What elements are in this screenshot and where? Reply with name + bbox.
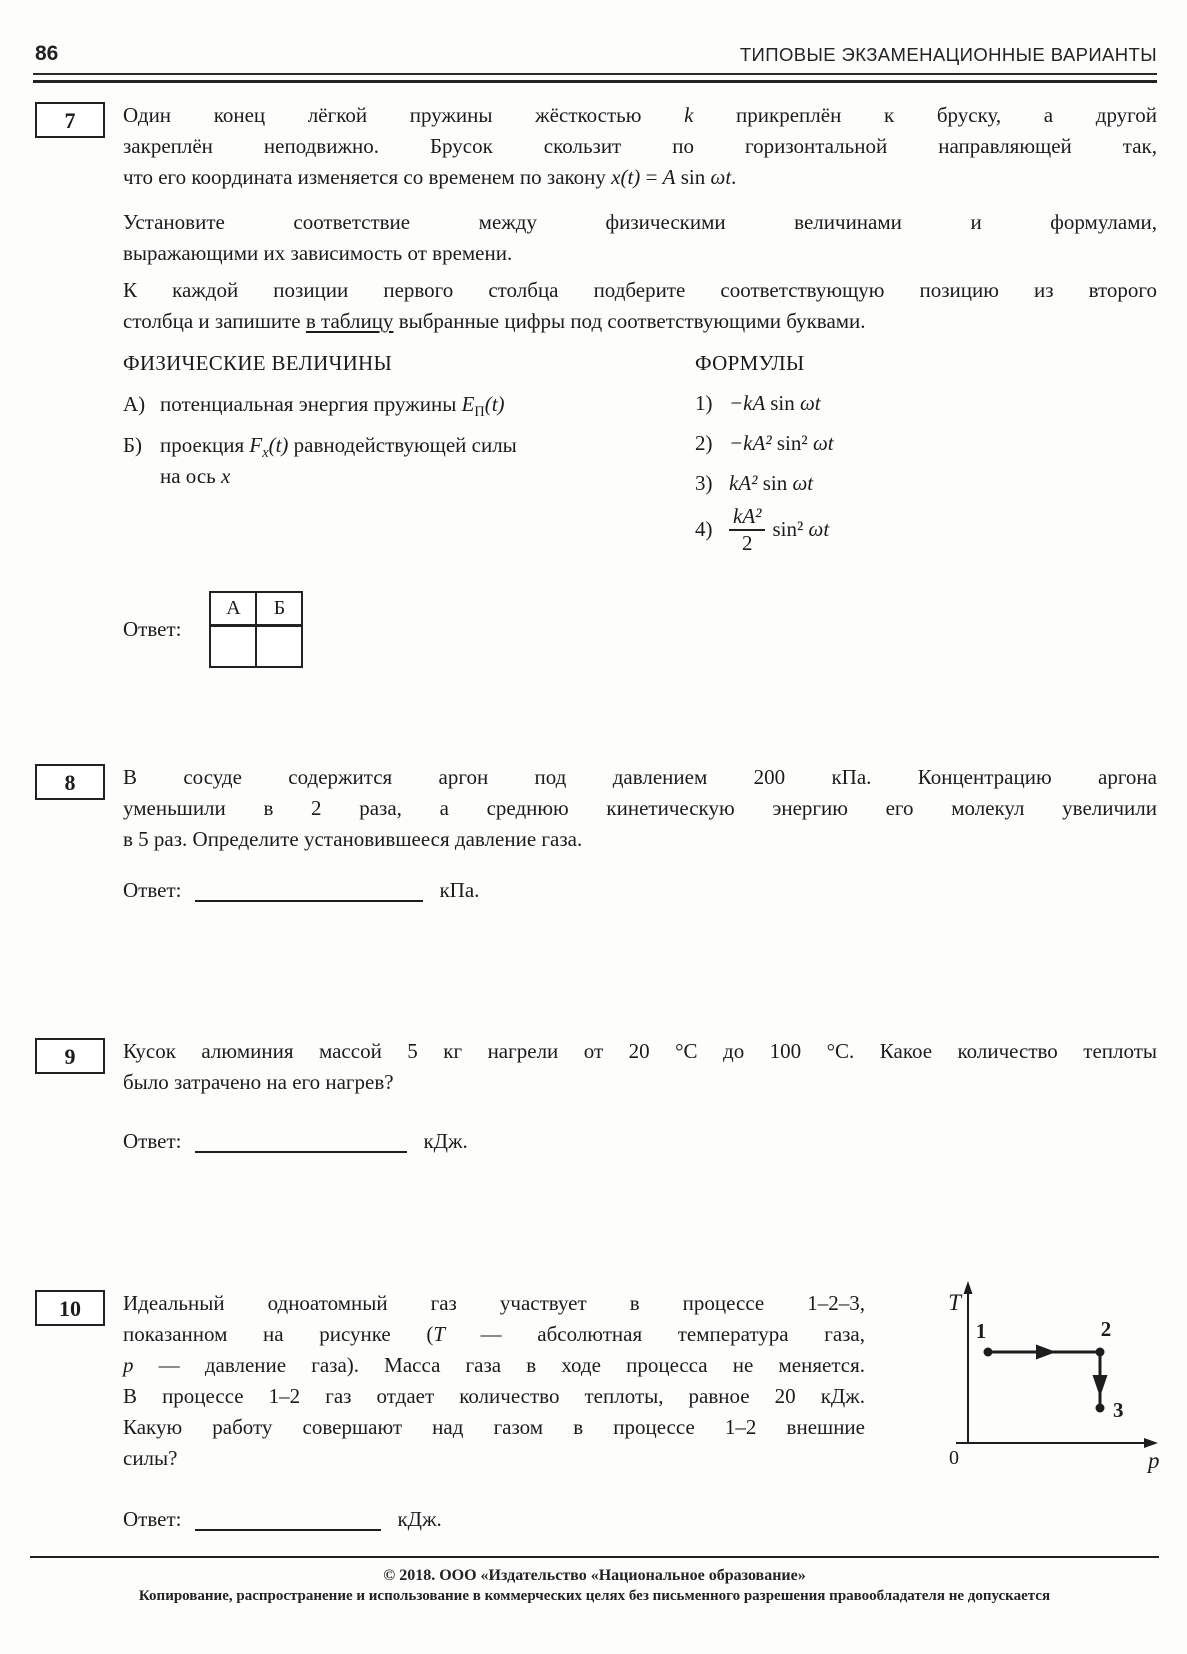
problem-9 — [35, 1036, 1157, 1157]
footer-rule — [30, 1556, 1159, 1558]
answer-8 — [123, 875, 1157, 906]
point-3 — [1096, 1404, 1105, 1413]
answer-unit: кДж. — [423, 1129, 468, 1153]
fraction: $\frac{\text{kA²}}{2}$ — [729, 505, 765, 554]
var-x: x — [220, 464, 231, 488]
problem-10-number-box — [35, 1290, 105, 1326]
answer-7 — [123, 591, 1157, 668]
origin-label: 0 — [949, 1447, 959, 1469]
answer-table-input-row — [210, 626, 302, 668]
point-1 — [984, 1348, 993, 1357]
problem-8-text: В сосуде содержится аргон под давлением 200 кПа. Концентрацию аргона уменьшили в 2 раза, а среднюю кинетическую энергию его молекул увеличили в 5 раз. Определите установившееся давление газа. — [123, 765, 1157, 851]
var-k: k — [684, 103, 694, 127]
problem-7-number-box — [35, 102, 105, 138]
point-1-label: 1 — [975, 1319, 987, 1343]
problem-7-number: 7 — [64, 107, 76, 133]
formula-1: 1) −kA sin ωt — [695, 391, 821, 415]
running-title: ТИПОВЫЕ ЭКЗАМЕНАЦИОННЫЕ ВАРИАНТЫ — [739, 44, 1157, 65]
answer-10 — [123, 1504, 1157, 1535]
answer-unit: кПа. — [439, 878, 480, 902]
arg-t: (t) — [484, 392, 505, 416]
left-column-header: ФИЗИЧЕСКИЕ ВЕЛИЧИНЫ — [123, 351, 393, 375]
formula-3: 3) kA² sin ωt — [695, 471, 814, 495]
answer-blank[interactable] — [195, 1131, 407, 1153]
p-axis-label: p — [1148, 1448, 1160, 1473]
var-T: T — [433, 1322, 446, 1346]
point-2-label: 2 — [1100, 1317, 1112, 1341]
var-x-t: x(t) — [611, 165, 641, 189]
p7-line2: закреплён неподвижно. Брусок скользит по горизонтальной направляющей так, — [123, 134, 1157, 158]
arrow-1-2-icon — [1036, 1345, 1056, 1360]
answer-label: Ответ: — [123, 1507, 182, 1531]
var-omega-t: ωt — [710, 165, 732, 189]
underlined-in-table: в таблицу — [305, 309, 394, 333]
answer-label: Ответ: — [123, 878, 182, 902]
p7-instruction-2: К каждой позиции первого столбца подберите соответствующую позицию из второго столбца и запишите в таблицу выбранные цифры под соответствующими буквами. — [123, 278, 1157, 333]
arrow-2-3-icon — [1093, 1375, 1108, 1397]
page-footer — [30, 1556, 1159, 1605]
answer-table-header-b: Б — [256, 592, 302, 626]
physical-quantities-column — [123, 348, 689, 492]
p7-line1: Один конец лёгкой пружины жёсткостью k прикреплён к бруску, а другой — [123, 103, 1157, 127]
problem-10-text: Идеальный одноатомный газ участвует в процессе 1–2–3, показанном на рисунке (T — абсолютная температура газа, p — давление газа). Масса газа в ходе процесса не меняется. В процессе 1–2 газ отдает количество теплоты, равное 20 кДж. Какую работу совершают над газом в процессе 1–2 внешние силы? — [123, 1291, 866, 1470]
legal-line: Копирование, распространение и использование в коммерческих целях без письменного разрешения правообладателя не допускается — [138, 1588, 1051, 1604]
p7-instruction-1: Установите соответствие между физическими величинами и формулами, выражающими их зависимость от времени. — [123, 210, 1157, 265]
problem-8-number-box — [35, 764, 105, 800]
right-column-header: ФОРМУЛЫ — [695, 351, 805, 375]
answer-cell-b[interactable] — [256, 626, 302, 668]
var-p: p — [123, 1353, 134, 1377]
answer-table — [209, 591, 303, 668]
t-axis-label: T — [948, 1290, 961, 1315]
answer-table-header-a: А — [210, 592, 256, 626]
copyright-line: © 2018. ООО «Издательство «Национальное образование» — [383, 1567, 806, 1584]
problem-7-text — [123, 100, 1157, 555]
answer-cell-a[interactable] — [210, 626, 256, 668]
problem-9-number: 9 — [64, 1043, 76, 1069]
var-E: E — [461, 392, 475, 416]
formulas-column — [695, 348, 1075, 554]
formula-2: 2) −kA² sin² ωt — [695, 431, 834, 455]
tp-diagram — [915, 1280, 1167, 1476]
answer-blank[interactable] — [195, 880, 423, 902]
item-b: Б) проекция $F_x(t)$ равнодействующей силы на ось x — [123, 430, 689, 492]
problem-8-number: 8 — [64, 769, 76, 795]
t-axis-arrow-icon — [964, 1281, 973, 1294]
p7-line3: что его координата изменяется со временем по закону x(t) = A sin ωt. — [123, 165, 737, 189]
point-2 — [1096, 1348, 1105, 1357]
answer-table-header-row — [210, 592, 302, 626]
item-a-label: А) — [123, 392, 146, 416]
var-A: A — [662, 165, 676, 189]
matching-block — [123, 348, 1157, 555]
p-axis-arrow-icon — [1144, 1438, 1158, 1448]
problem-7 — [35, 100, 1157, 668]
problem-9-number-box — [35, 1038, 105, 1074]
answer-unit: кДж. — [397, 1507, 442, 1531]
problem-10-number: 10 — [59, 1295, 81, 1321]
item-b-label: Б) — [123, 433, 143, 457]
point-3-label: 3 — [1113, 1398, 1124, 1422]
problem-9-text: Кусок алюминия массой 5 кг нагрели от 20 °С до 100 °С. Какое количество теплоты было затрачено на его нагрев? — [123, 1039, 1157, 1094]
arg-t: (t) — [268, 433, 289, 457]
item-a: А) потенциальная энергия пружины $E_П(t)$ — [123, 389, 689, 420]
var-F: F — [249, 433, 263, 457]
answer-label: Ответ: — [123, 1129, 182, 1153]
answer-9 — [123, 1126, 1157, 1157]
sub-P: П — [474, 404, 485, 421]
formula-4: 4) $\frac{\text{kA²}}{2}$ sin² ωt — [695, 504, 830, 555]
answer-blank[interactable] — [195, 1509, 381, 1531]
header-rule — [33, 73, 1157, 83]
page-number: 86 — [35, 42, 59, 65]
answer-label: Ответ: — [123, 617, 182, 641]
problem-8 — [35, 762, 1157, 906]
sub-x: x — [262, 445, 269, 462]
